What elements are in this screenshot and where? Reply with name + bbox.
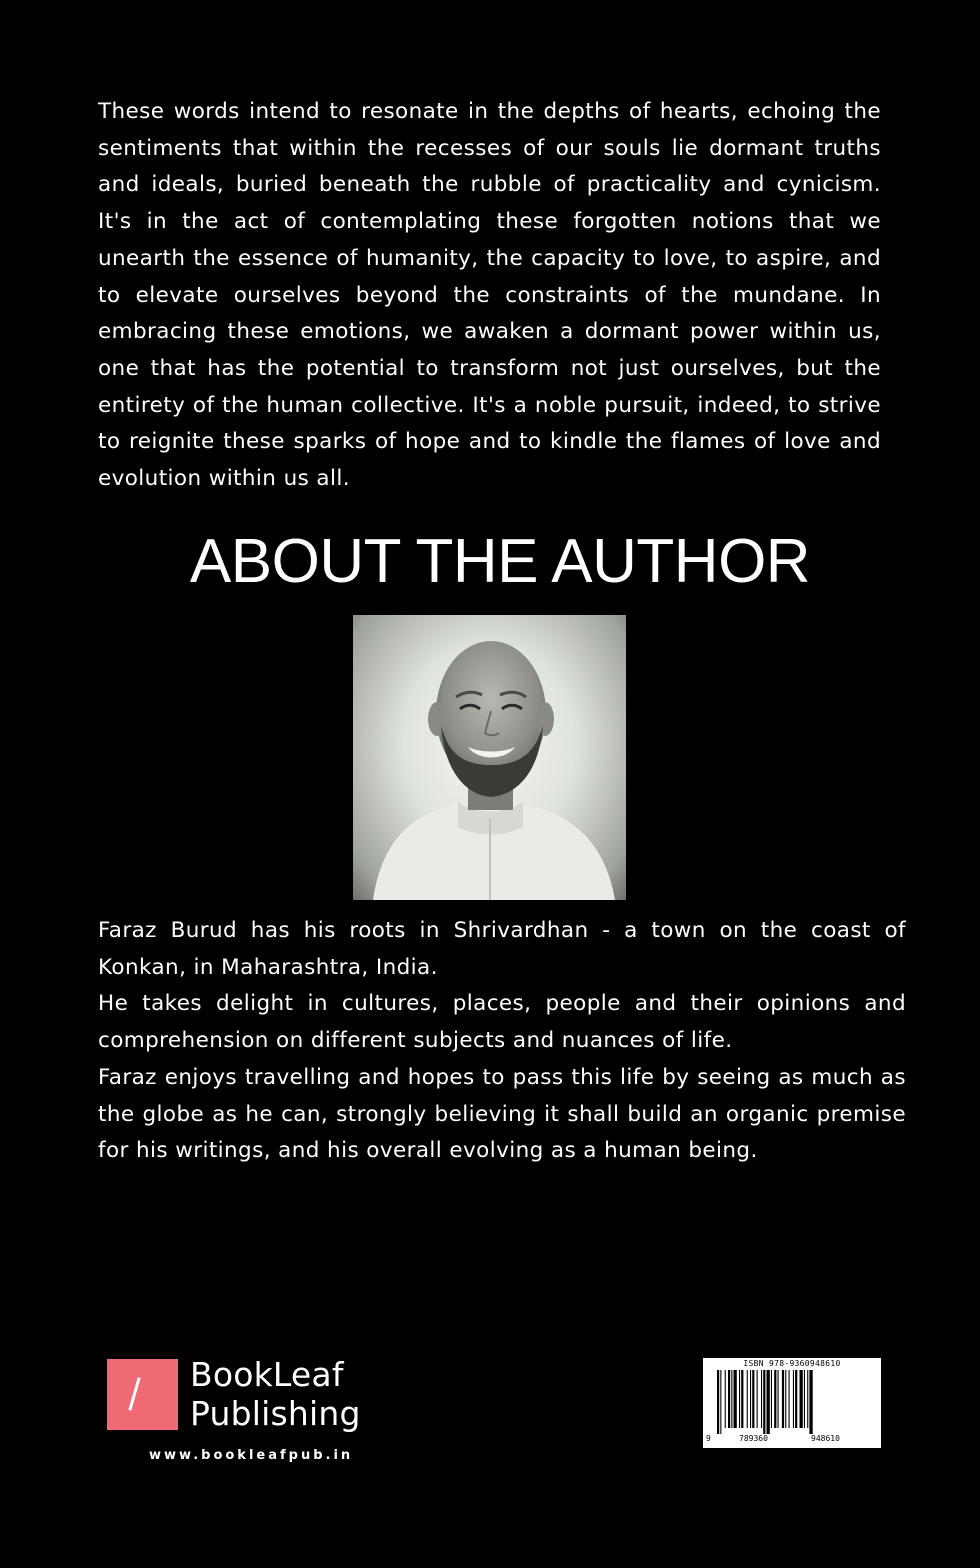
barcode-bar [809,1370,812,1434]
barcode-digits-right: 948610 [811,1434,840,1443]
barcode-bar [717,1370,719,1434]
barcode-bar [725,1370,726,1428]
barcode-bar [757,1370,758,1428]
barcode-bar [767,1370,770,1434]
barcode-bar [795,1370,797,1428]
barcode-bar [741,1370,743,1428]
publisher-url: www.bookleafpub.in [149,1448,354,1463]
barcode-bar [778,1370,779,1428]
publisher-subtitle: Publishing [190,1394,361,1433]
slash-icon [128,1377,140,1411]
barcode-bar [804,1370,805,1428]
barcode-digit-first: 9 [706,1434,711,1443]
isbn-text: ISBN 978-9360948610 [743,1359,841,1368]
barcode-bar [720,1370,721,1434]
barcode-bar [807,1370,808,1428]
back-cover-blurb: These words intend to resonate in the depths of hearts, echoing the sentiments that within the recesses of our souls lie dormant truths and ideals, buried beneath the rubble of practicality and cynicism. It's in the act of contemplating these forgotten notions that we unearth the essence of humanity, the capacity to love, to aspire, and to elevate ourselves beyond the constraints of the mundane. In embracing these emotions, we awaken a dormant power within us, one that has the potential to transform not just ourselves, but the entirety of the human collective. It's a noble pursuit, indeed, to strive to reignite these sparks of hope and to kindle the flames of love and evolution within us all. [98,99,881,492]
barcode-bar [793,1370,794,1428]
publisher-name: BookLeaf [190,1355,344,1394]
barcode-bar [800,1370,803,1428]
bio-paragraph: He takes delight in cultures, places, people and their opinions and comprehension on different subjects and nuances of life. [98,991,906,1054]
barcode-bars [717,1370,869,1434]
barcode-bar [728,1370,730,1428]
barcode-bar [771,1370,772,1428]
about-author-heading: ABOUT THE AUTHOR [189,527,811,596]
logo-mark [107,1359,178,1430]
author-bio [98,913,906,1170]
barcode-bar [761,1370,762,1428]
isbn-barcode [703,1358,881,1448]
publisher-logo [107,1355,367,1469]
barcode-bar [785,1370,786,1428]
barcode-bar [774,1370,776,1428]
barcode-bar [734,1370,737,1428]
author-photo [353,615,626,900]
barcode-bar [739,1370,740,1428]
barcode-bar [731,1370,732,1428]
bio-paragraph: Faraz Burud has his roots in Shrivardhan - a town on the coast of Konkan, in Maharashtra, India. [98,918,906,980]
barcode-bar [747,1370,748,1428]
barcode-bar [763,1370,765,1434]
barcode-digits-left: 789360 [739,1434,768,1443]
barcode-bar [782,1370,784,1428]
barcode-bar [752,1370,754,1428]
barcode-bar [750,1370,751,1428]
bio-paragraph: Faraz enjoys travelling and hopes to pass this life by seeing as much as the globe as he can, strongly believing it shall build an organic premise for his writings, and his overall evolving as a human being. [98,1064,906,1164]
barcode-bar [789,1370,790,1428]
